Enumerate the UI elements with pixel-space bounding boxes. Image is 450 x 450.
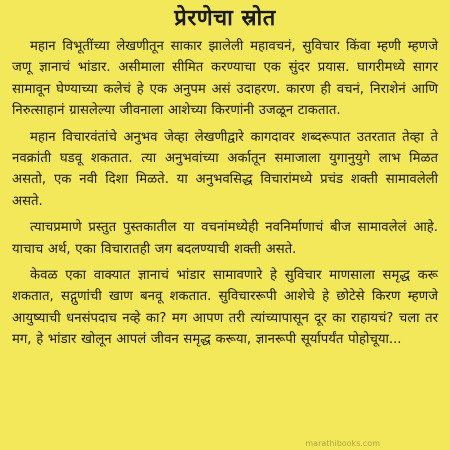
paragraph-2: महान विचारवंतांचे अनुभव जेव्हा लेखणीद्वारे कागदावर शब्दरूपात उतरतात तेव्हा ते नवक्रांती घडवू शकतात. त्या अनुभवांच्या अर्कातून समाजाला युगानुयुगे लाभ मिळत असतो, एक नवी दिशा मिळते. या अनुभवसिद्ध विचारांमध्ये प्रचंड शक्ती सामावलेली असते. [12,129,438,209]
paragraph-4: केवळ एका वाक्यात ज्ञानाचं भांडार सामावणारे हे सुविचार माणसाला समृद्ध करू शकतात, सद्गुणांची खाण बनवू शकतात. सुविचाररूपी आशेचे हे छोटेसे किरण म्हणजे आयुष्याची धनसंपदाच नव्हे का? मग आपण तरी त्यांच्यापासून दूर का राहायचं? चला तर मग, हे भांडार खोलून आपलं जीवन समृद्ध करूया, ज्ञानरूपी सूर्यापर्यंत पोहोचूया... [12,268,438,348]
paragraph-3: त्याचप्रमाणे प्रस्तुत पुस्तकातील या वचनांमध्येही नवनिर्माणाचं बीज सामावलेलं आहे. याचाच अर्थ, एका विचारातही जग बदलण्याची शक्ती असते. [12,220,438,257]
paragraph-1: महान विभूतींच्या लेखणीतून साकार झालेली महावचनं, सुविचार किंवा म्हणी म्हणजे जणू ज्ञानाचं भांडार. असीमाला सीमित करण्याचा एक सुंदर प्रयास. घागरीमध्ये सागर सामावून घेण्याच्या कलेचं हे एक अनुपम असं उदाहरण. कारण ही वचनं, निराशेनं आणि निरुत्साहानं ग्रासलेल्या जीवनाला आशेच्या किरणांनी उजळून टाकतात. [12,39,438,119]
watermark: marathibooks.com [305,439,380,448]
document-title: प्रेरणेचा स्रोत [174,6,276,31]
